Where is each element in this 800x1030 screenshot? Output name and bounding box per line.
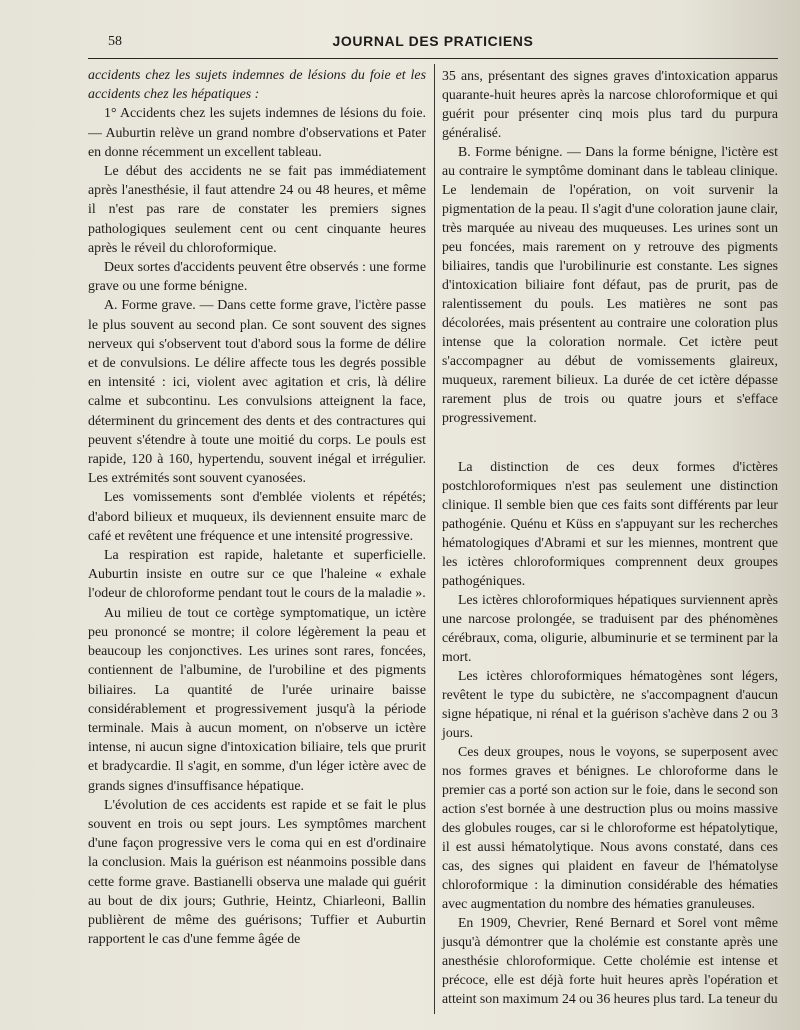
paragraph: Le début des accidents ne se fait pas immédiatement après l'anesthésie, il faut attendre 24 ou 48 heures, et même il n'est pas rare de constater les premiers signes pathologiques seulement cent ou cent cinquante heures après le réveil du chloroformique.: [88, 164, 426, 256]
paragraph: Les ictères chloroformiques hématogènes sont légers, revêtent le type du subictère, ne s'accompagnent d'aucun signe hépatique, ni rénal et la guérison s'achève dans 2 ou 3 jours.: [442, 668, 778, 740]
page-number: 58: [108, 34, 122, 49]
section-heading-paragraph: 1° Accidents chez les sujets indemnes de lésions du foie. — Auburtin relève un grand nombre d'observations et Pater en donne récemment un excellent tableau.: [88, 106, 426, 160]
paragraph: accidents chez les sujets indemnes de lésions du foie et les accidents chez les hépatiques :: [88, 68, 426, 103]
paragraph: Au milieu de tout ce cortège symptomatique, un ictère peu prononcé se montre; il colore légèrement la peau et beaucoup les conjonctives. Les urines sont rares, foncées, contiennent de l'albumine, de l'urobiline et des pigments biliaires. La quantité de l'urée urinaire baisse considérablement et progressivement jusqu'à la période terminale. Mais à aucun moment, on n'observe un ictère intense, ni aucun signe d'intoxication biliaire, tels que prurit et bradycardie. Il s'agit, en somme, d'un léger ictère avec de grands signes d'insuffisance hépatique.: [88, 605, 426, 794]
paragraph: Les ictères chloroformiques hépatiques surviennent après une narcose prolongée, se traduisent par des phénomènes cérébraux, coma, oligurie, albuminurie et se terminent par la mort.: [442, 592, 778, 664]
paragraph: Les vomissements sont d'emblée violents et répétés; d'abord bilieux et muqueux, ils deviennent ensuite marc de café et revêtent une fréquence et une intensité progressive.: [88, 490, 426, 544]
forme-benigne-paragraph: B. Forme bénigne. — Dans la forme bénigne, l'ictère est au contraire le symptôme dominant dans le tableau clinique. Le lendemain de l'opération, on voit survenir la pigmentation de la peau. Il s'agit d'une coloration jaune clair, très marquée au niveau des muqueuses. Les urines sont un peu foncées, mais rarement on y retrouve des pigments biliaires, tandis que l'urobilinurie est constante. Les signes d'intoxication biliaire font défaut, pas de prurit, pas de ralentissement du pouls. Les matières ne sont pas décolorées, mais présentent au contraire une coloration plus intense que la coloration normale. Cet ictère peut s'accompagner au début de vomissements glaireux, muqueux, rarement bilieux. La durée de cet ictère dépasse rarement plus de trois ou quatre jours et s'efface progressivement.: [442, 144, 778, 425]
column-divider: [434, 64, 435, 1014]
journal-title: JOURNAL DES PRATICIENS: [332, 33, 534, 49]
forme-grave-paragraph: A. Forme grave. — Dans cette forme grave, l'ictère passe le plus souvent au second plan. Ce sont souvent des signes nerveux qui s'observent tout d'abord sous la forme de délire et de convulsions. Le délire affecte tous les degrés possible en intensité : ici, violent avec agitation et cris, là délire calme et subcontinu. Les convulsions atteignent la face, déterminent du grincement des dents et des contractures qui peuvent s'étendre à toute une moitié du corps. Le pouls est rapide, 120 à 160, hypertendu, souvent inégal et irrégulier. Les extrémités sont souvent cyanosées.: [88, 298, 426, 487]
page-header: [88, 30, 778, 52]
paragraph: L'évolution de ces accidents est rapide et se fait le plus souvent en trois ou sept jours. Les symptômes marchent d'une façon progressive vers le coma qui en est d'ordinaire la conclusion. Mais la guérison est néanmoins possible dans cette forme grave. Bastianelli observa une malade qui guérit au bout de dix jours; Guthrie, Heintz, Chiarleoni, Ballin publièrent de même des guérisons; Tuffier et Auburtin rapportent le cas d'une femme âgée de: [88, 797, 426, 948]
right-column: [442, 66, 778, 1008]
paragraph: La respiration est rapide, haletante et superficielle. Auburtin insiste en outre sur ce que l'haleine « exhale l'odeur de chloroforme pendant tout le cours de la maladie ».: [88, 548, 426, 602]
paragraph: Ces deux groupes, nous le voyons, se superposent avec nos formes graves et bénignes. Le chloroforme dans le premier cas a porté son action sur le foie, dans le second son action s'est bornée à une destruction plus ou moins massive des globules rouges, car si le chloroforme est hépatolytique, il est aussi hématolytique. Nous avons constaté, dans ces cas, des signes qui plaident en faveur de l'hématolyse chloroformique : la diminution considérable des hématies avec augmentation du nombre des hématies granuleuses.: [442, 744, 778, 911]
header-rule: [88, 58, 778, 59]
paragraph: Deux sortes d'accidents peuvent être observés : une forme grave ou une forme bénigne.: [88, 260, 426, 295]
paragraph: La distinction de ces deux formes d'ictères postchloroformiques n'est pas seulement une distinction clinique. Il semble bien que ces faits sont différents par leur pathogénie. Quénu et Küss en s'appuyant sur les recherches hématologiques d'Abrami et sur les miennes, montrent que les ictères chloroformiques comprennent deux groupes pathogéniques.: [442, 459, 778, 588]
left-column: [88, 66, 426, 949]
paragraph: En 1909, Chevrier, René Bernard et Sorel vont même jusqu'à démontrer que la cholémie est constante après une anesthésie chloroformique. Cette cholémie est intense et précoce, elle est déjà forte huit heures après l'opération et atteint son maximum 24 ou 36 heures plus tard. La teneur du: [442, 915, 778, 1006]
paragraph: 35 ans, présentant des signes graves d'intoxication apparus quarante-huit heures après la narcose chloroformique et qui guérit pour présenter cinq mois plus tard du purpura généralisé.: [442, 68, 778, 140]
